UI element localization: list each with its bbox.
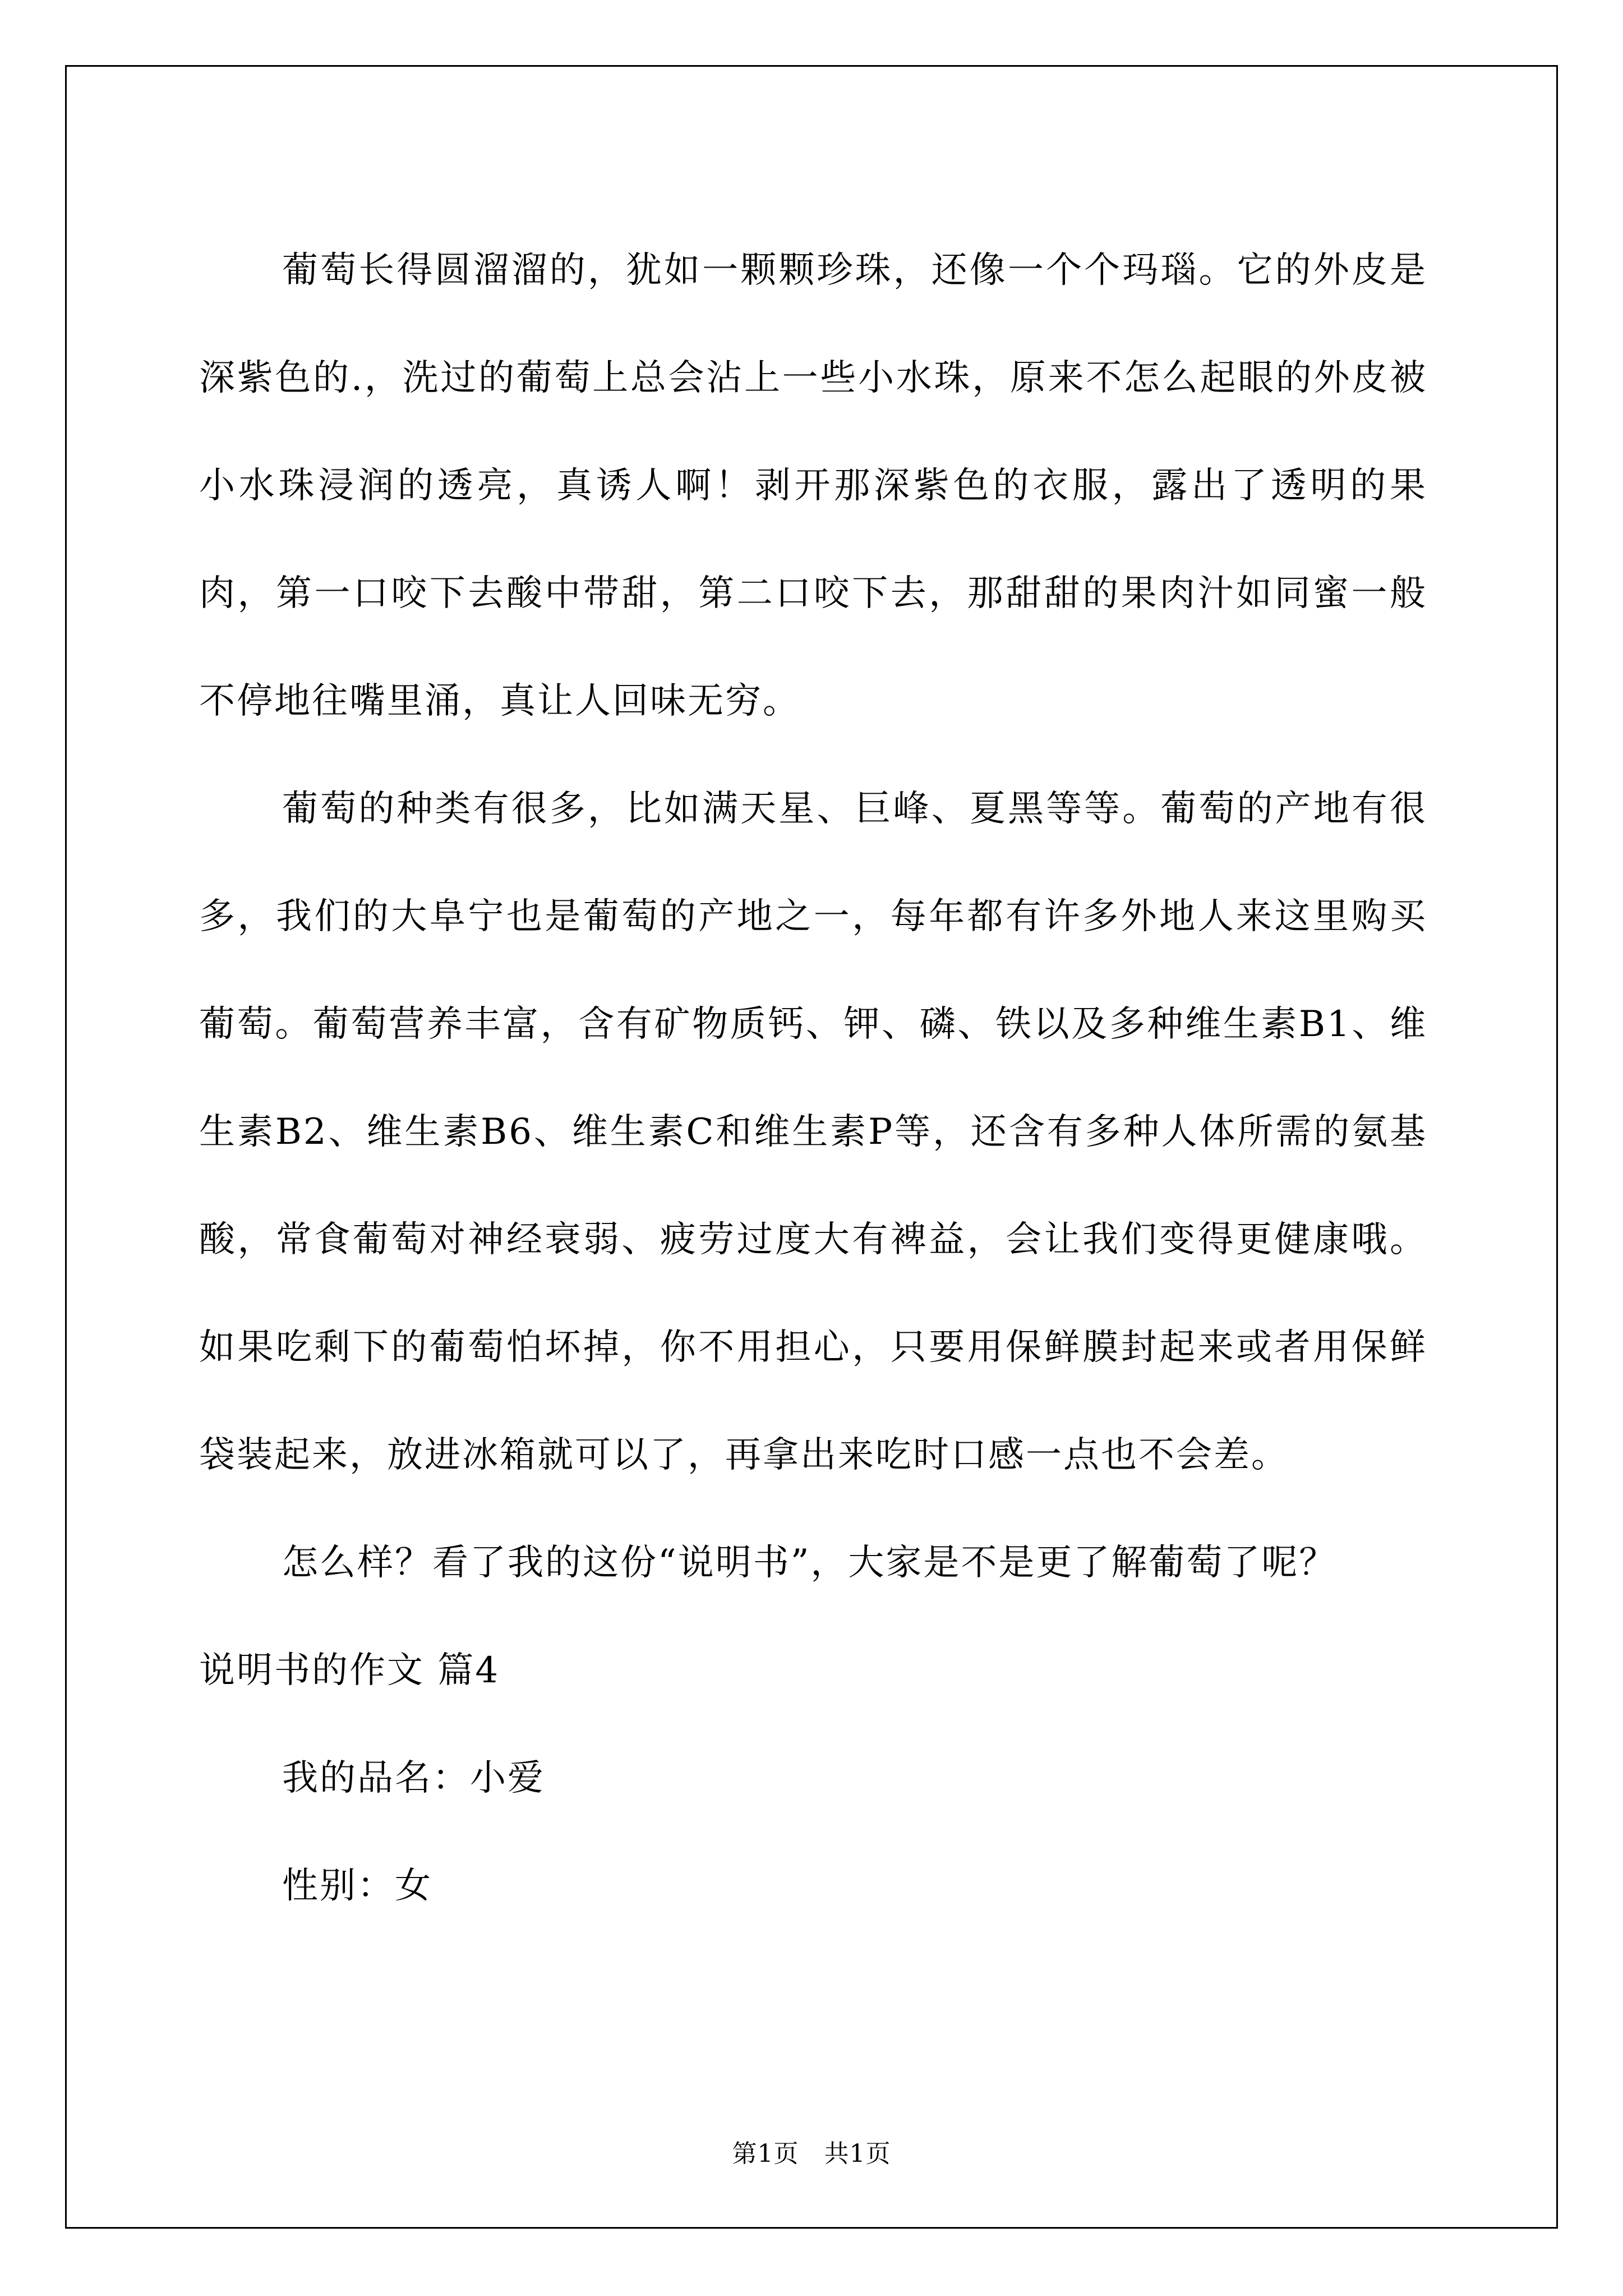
paragraph-grape-appearance: 葡萄长得圆溜溜的，犹如一颗颗珍珠，还像一个个玛瑙。它的外皮是深紫色的.，洗过的葡萄上总会沾上一些小水珠，原来不怎么起眼的外皮被小水珠浸润的透亮，真诱人啊！剥开那深紫色的衣服，露出了透明的果肉，第一口咬下去酸中带甜，第二口咬下去，那甜甜的果肉汁如同蜜一般不停地往嘴里涌，真让人回味无穷。 [199,250,1427,722]
field-product-name: 我的品名：小爱 [282,1757,545,1799]
document-body [199,217,1427,1940]
section-heading: 说明书的作文 篇4 [199,1650,500,1691]
field-gender: 性别：女 [282,1865,432,1907]
paragraph-grape-varieties: 葡萄的种类有很多，比如满天星、巨峰、夏黑等等。葡萄的产地有很多，我们的大阜宁也是葡萄的产地之一，每年都有许多外地人来这里购买葡萄。葡萄营养丰富，含有矿物质钙、钾、磷、铁以及多种维生素B1、维生素B2、维生素B6、维生素C和维生素P等，还含有多种人体所需的氨基酸，常食葡萄对神经衰弱、疲劳过度大有裨益，会让我们变得更健康哦。如果吃剩下的葡萄怕坏掉，你不用担心，只要用保鲜膜封起来或者用保鲜袋装起来，放进冰箱就可以了，再拿出来吃时口感一点也不会差。 [199,788,1427,1476]
paragraph-conclusion: 怎么样？看了我的这份“说明书”，大家是不是更了解葡萄了呢？ [282,1542,1337,1584]
page-footer: 第1页 共1页 [732,2139,891,2168]
